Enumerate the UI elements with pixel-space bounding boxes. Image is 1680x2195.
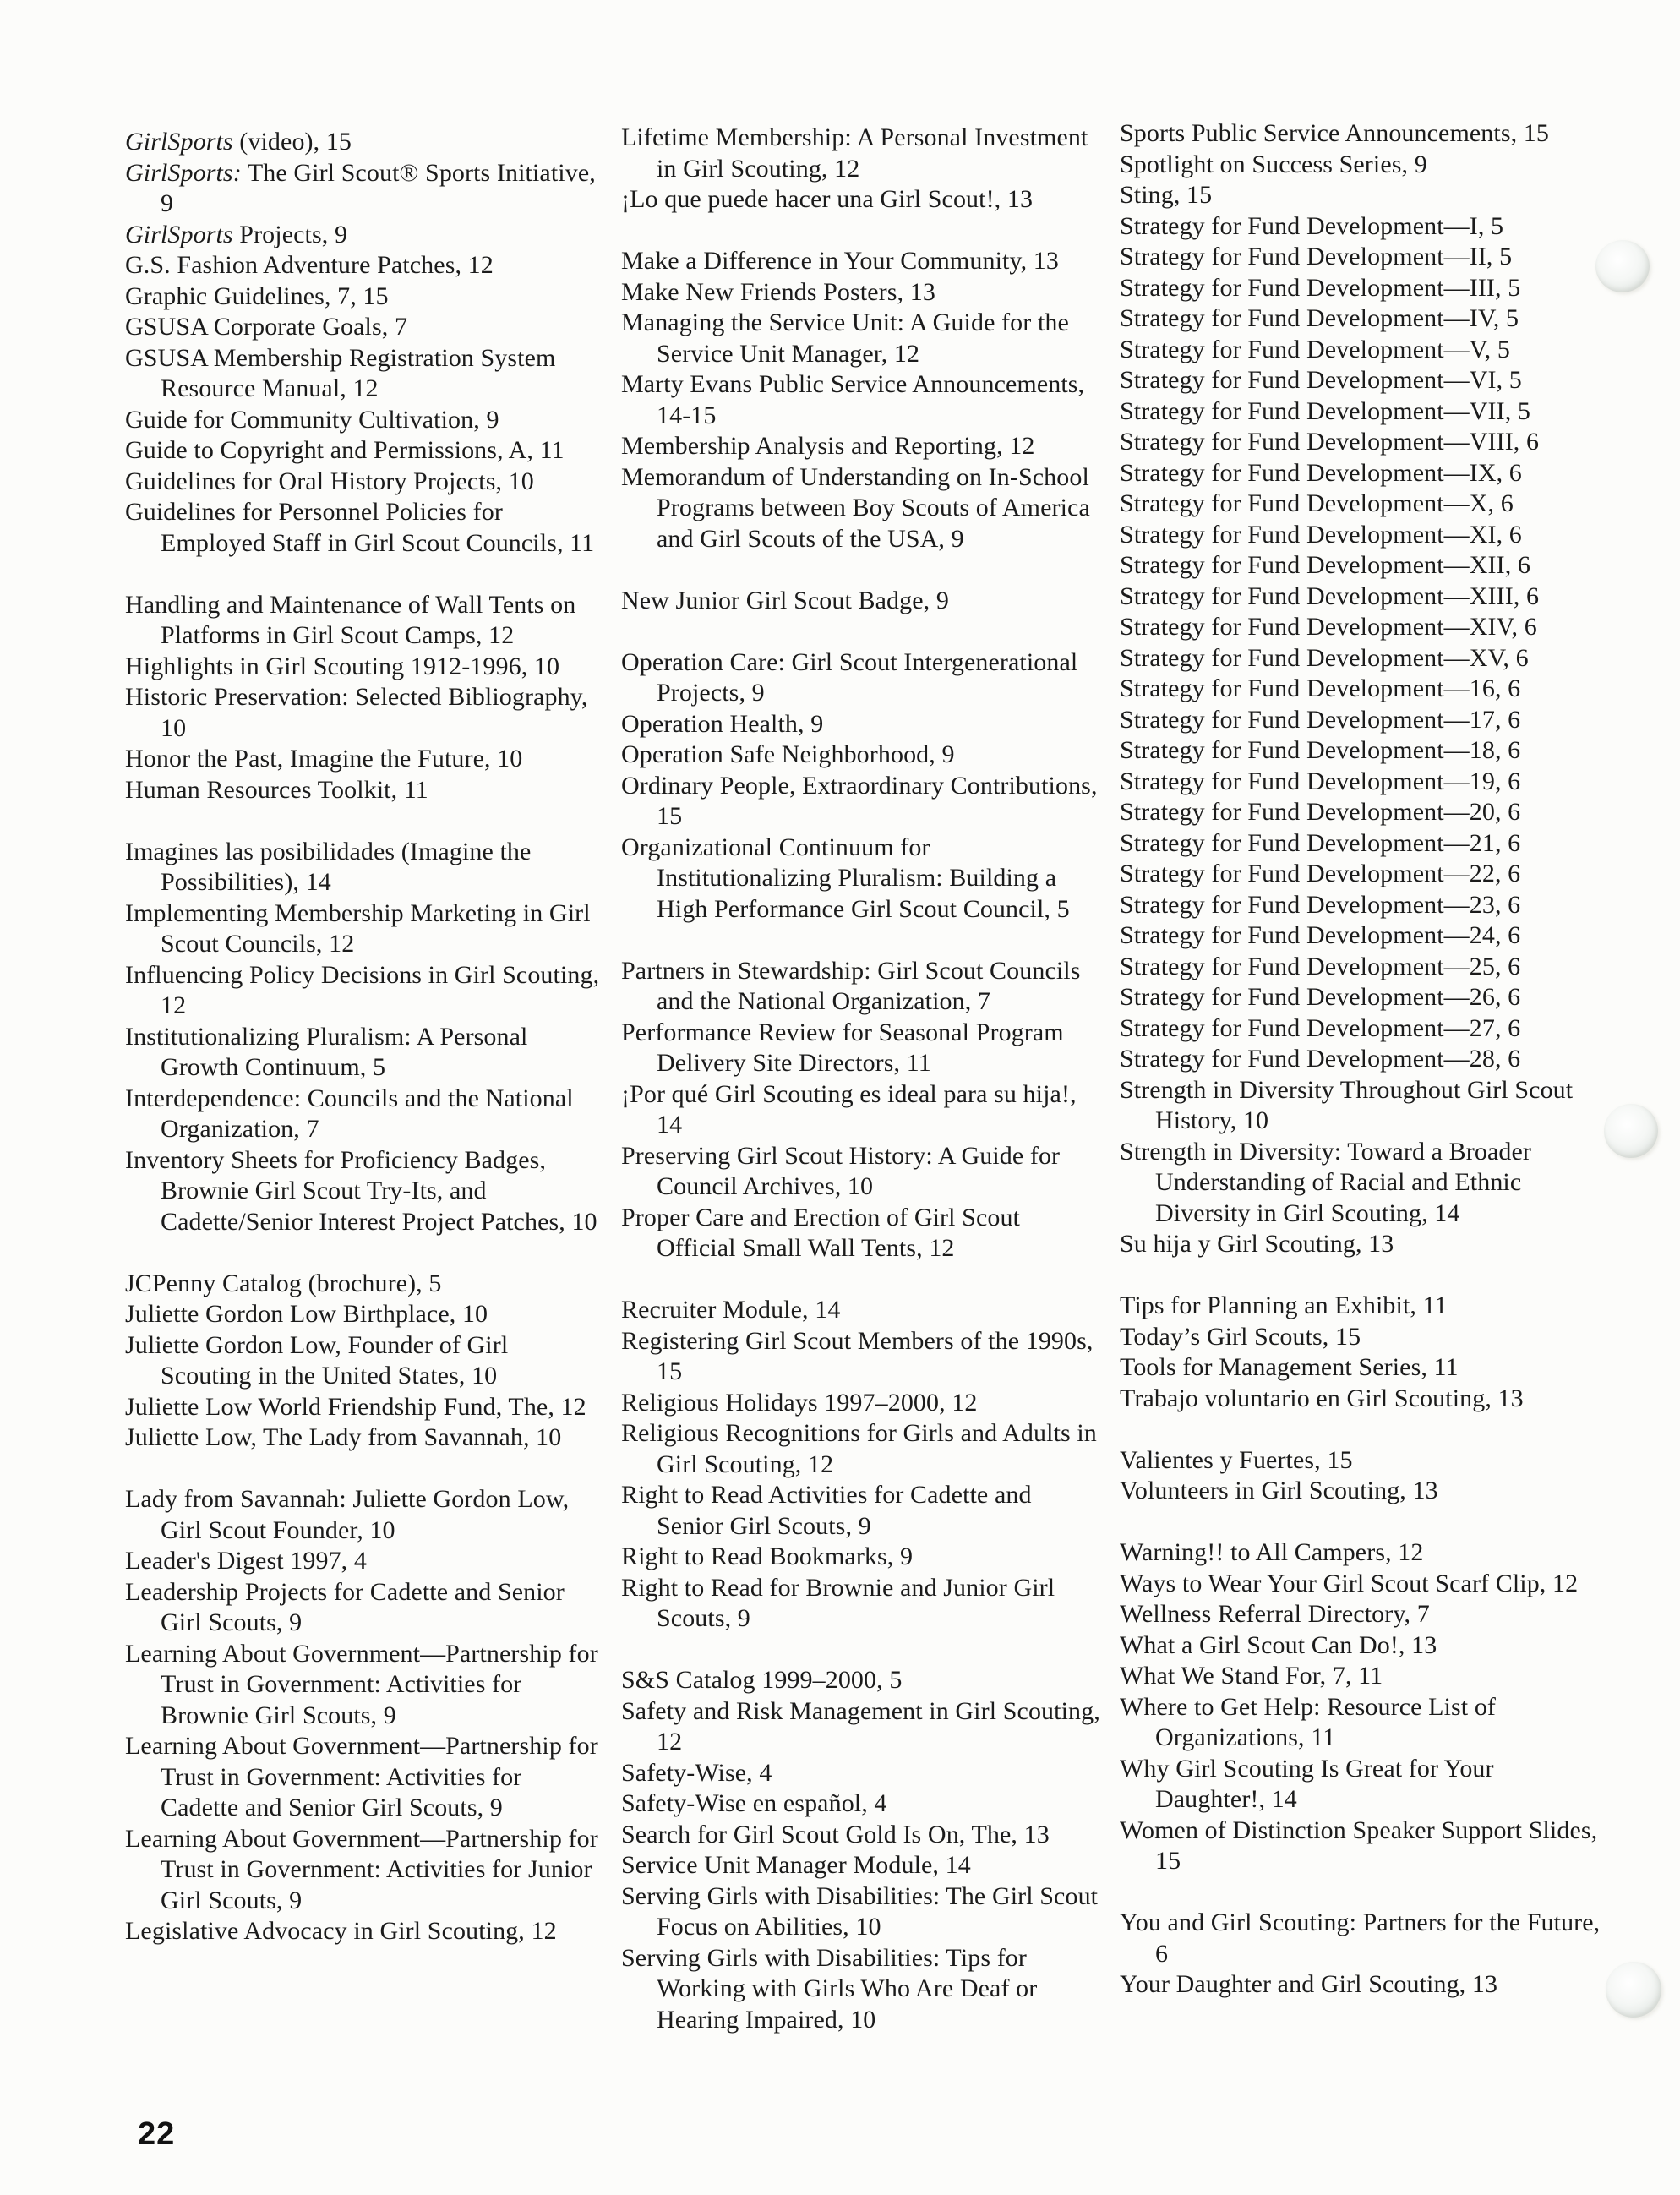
index-entry: Right to Read for Brownie and Junior Girl Scouts, 9 bbox=[621, 1573, 1055, 1632]
index-entry: Marty Evans Public Service Announcements, 14-15 bbox=[621, 370, 1085, 429]
index-entry: Strength in Diversity: Toward a Broader Understanding of Racial and Ethnic Diversity in Girl Scouting, 14 bbox=[1120, 1137, 1531, 1227]
index-entry: G.S. Fashion Adventure Patches, 12 bbox=[125, 251, 494, 279]
index-entry: Strategy for Fund Development—24, 6 bbox=[1120, 921, 1521, 949]
index-group bbox=[621, 246, 1105, 554]
index-entry: Spotlight on Success Series, 9 bbox=[1120, 150, 1427, 178]
index-entry: GSUSA Corporate Goals, 7 bbox=[125, 313, 408, 341]
index-entry: GirlSports (video), 15 bbox=[125, 128, 352, 156]
index-entry: Safety and Risk Management in Girl Scouting, 12 bbox=[621, 1696, 1100, 1755]
index-entry: Guide to Copyright and Permissions, A, 11 bbox=[125, 436, 565, 464]
index-entry: Organizational Continuum for Institutionalizing Pluralism: Building a High Performance Girl Scout Council, 5 bbox=[621, 833, 1070, 923]
index-entry: Strategy for Fund Development—X, 6 bbox=[1120, 489, 1514, 517]
index-entry: Safety-Wise, 4 bbox=[621, 1758, 772, 1787]
index-entry: Performance Review for Seasonal Program Delivery Site Directors, 11 bbox=[621, 1018, 1064, 1077]
index-entry: Operation Care: Girl Scout Intergenerational Projects, 9 bbox=[621, 647, 1078, 707]
index-entry: Strategy for Fund Development—27, 6 bbox=[1120, 1013, 1521, 1042]
index-entry: New Junior Girl Scout Badge, 9 bbox=[621, 586, 949, 614]
index-entry: What We Stand For, 7, 11 bbox=[1120, 1662, 1383, 1690]
index-entry: Service Unit Manager Module, 14 bbox=[621, 1851, 971, 1879]
index-entry: Leadership Projects for Cadette and Senior Girl Scouts, 9 bbox=[125, 1577, 565, 1636]
index-entry: Right to Read Activities for Cadette and Senior Girl Scouts, 9 bbox=[621, 1481, 1032, 1540]
index-entry: Trabajo voluntario en Girl Scouting, 13 bbox=[1120, 1384, 1524, 1412]
index-entry: Valientes y Fuertes, 15 bbox=[1120, 1445, 1353, 1474]
punch-hole bbox=[1595, 240, 1650, 292]
index-entry: Strategy for Fund Development—V, 5 bbox=[1120, 335, 1510, 363]
index-entry: Strategy for Fund Development—II, 5 bbox=[1120, 243, 1513, 270]
index-entry: Guidelines for Personnel Policies for Employed Staff in Girl Scout Councils, 11 bbox=[125, 498, 595, 557]
index-entry: Strategy for Fund Development—17, 6 bbox=[1120, 705, 1521, 734]
index-entry: Handling and Maintenance of Wall Tents on Platforms in Girl Scout Camps, 12 bbox=[125, 590, 576, 649]
index-entry: Learning About Government—Partnership for Trust in Government: Activities for Junior Girl Scouts, 9 bbox=[125, 1824, 598, 1914]
index-entry: Learning About Government—Partnership for Trust in Government: Activities for Brownie Girl Scouts, 9 bbox=[125, 1639, 598, 1729]
index-entry: Volunteers in Girl Scouting, 13 bbox=[1120, 1477, 1438, 1504]
index-column-2 bbox=[621, 123, 1105, 2067]
index-entry: Why Girl Scouting Is Great for Your Daughter!, 14 bbox=[1120, 1754, 1494, 1813]
index-entry: Make New Friends Posters, 13 bbox=[621, 277, 935, 306]
index-entry: Juliette Gordon Low, Founder of Girl Scouting in the United States, 10 bbox=[125, 1330, 509, 1390]
index-entry: Guidelines for Oral History Projects, 10 bbox=[125, 467, 534, 495]
index-entry: Strategy for Fund Development—26, 6 bbox=[1120, 983, 1521, 1011]
index-entry: Interdependence: Councils and the National Organization, 7 bbox=[125, 1084, 574, 1143]
index-entry: Today’s Girl Scouts, 15 bbox=[1120, 1322, 1361, 1351]
index-entry: Proper Care and Erection of Girl Scout Official Small Wall Tents, 12 bbox=[621, 1203, 1020, 1262]
index-entry: Strategy for Fund Development—VIII, 6 bbox=[1120, 428, 1540, 456]
page-number: 22 bbox=[138, 2116, 176, 2152]
index-group bbox=[1120, 1291, 1610, 1414]
index-entry: Strategy for Fund Development—19, 6 bbox=[1120, 767, 1521, 795]
index-entry: Su hija y Girl Scouting, 13 bbox=[1120, 1230, 1394, 1258]
index-group bbox=[621, 586, 1105, 617]
index-entry: Human Resources Toolkit, 11 bbox=[125, 775, 428, 804]
index-entry: Juliette Low, The Lady from Savannah, 10 bbox=[125, 1423, 562, 1451]
index-entry: Institutionalizing Pluralism: A Personal Growth Continuum, 5 bbox=[125, 1022, 528, 1081]
index-entry: Wellness Referral Directory, 7 bbox=[1120, 1600, 1430, 1628]
index-entry: Sports Public Service Announcements, 15 bbox=[1120, 119, 1550, 147]
index-entry: Managing the Service Unit: A Guide for the Service Unit Manager, 12 bbox=[621, 309, 1069, 368]
index-entry: Registering Girl Scout Members of the 1990s, 15 bbox=[621, 1326, 1094, 1385]
index-entry: Learning About Government—Partnership for Trust in Government: Activities for Cadette and Senior Girl Scouts, 9 bbox=[125, 1732, 598, 1821]
index-entry: Search for Girl Scout Gold Is On, The, 13 bbox=[621, 1820, 1050, 1848]
index-entry: Juliette Gordon Low Birthplace, 10 bbox=[125, 1300, 488, 1328]
index-entry: Recruiter Module, 14 bbox=[621, 1296, 841, 1324]
index-column-1 bbox=[125, 127, 605, 1978]
index-entry: Strategy for Fund Development—28, 6 bbox=[1120, 1045, 1521, 1073]
index-entry: Honor the Past, Imagine the Future, 10 bbox=[125, 745, 523, 773]
index-entry: Ordinary People, Extraordinary Contributions, 15 bbox=[621, 771, 1098, 830]
index-group bbox=[125, 837, 605, 1238]
index-entry: Strategy for Fund Development—18, 6 bbox=[1120, 736, 1521, 764]
index-entry: Operation Safe Neighborhood, 9 bbox=[621, 740, 955, 768]
index-entry: Strategy for Fund Development—23, 6 bbox=[1120, 890, 1521, 919]
index-entry: Serving Girls with Disabilities: Tips for Working with Girls Who Are Deaf or Hearing Impaired, 10 bbox=[621, 1943, 1038, 2034]
index-entry: Serving Girls with Disabilities: The Girl Scout Focus on Abilities, 10 bbox=[621, 1881, 1099, 1941]
index-entry: Legislative Advocacy in Girl Scouting, 12 bbox=[125, 1917, 557, 1945]
index-entry: Strategy for Fund Development—VI, 5 bbox=[1120, 366, 1522, 394]
index-entry: Ways to Wear Your Girl Scout Scarf Clip, 12 bbox=[1120, 1569, 1579, 1597]
index-entry: Preserving Girl Scout History: A Guide for Council Archives, 10 bbox=[621, 1141, 1061, 1200]
index-entry: Strategy for Fund Development—22, 6 bbox=[1120, 860, 1521, 887]
index-group bbox=[621, 1295, 1105, 1635]
index-entry: Influencing Policy Decisions in Girl Scouting, 12 bbox=[125, 960, 600, 1019]
index-entry: GirlSports: The Girl Scout® Sports Initiative, 9 bbox=[125, 158, 596, 217]
index-entry: Tools for Management Series, 11 bbox=[1120, 1353, 1459, 1381]
index-entry: GSUSA Membership Registration System Resource Manual, 12 bbox=[125, 343, 556, 402]
index-entry: Strategy for Fund Development—20, 6 bbox=[1120, 798, 1521, 826]
index-entry: Guide for Community Cultivation, 9 bbox=[125, 405, 499, 434]
index-entry: Partners in Stewardship: Girl Scout Councils and the National Organization, 7 bbox=[621, 956, 1081, 1015]
index-entry: Women of Distinction Speaker Support Slides, 15 bbox=[1120, 1816, 1598, 1875]
index-entry: S&S Catalog 1999–2000, 5 bbox=[621, 1666, 903, 1694]
index-entry: ¡Lo que puede hacer una Girl Scout!, 13 bbox=[621, 185, 1034, 213]
index-group bbox=[621, 956, 1105, 1264]
index-group bbox=[1120, 1537, 1610, 1877]
index-entry: Historic Preservation: Selected Bibliography, 10 bbox=[125, 683, 588, 742]
index-group bbox=[621, 647, 1105, 926]
index-entry: Imagines las posibilidades (Imagine the Possibilities), 14 bbox=[125, 837, 532, 896]
index-entry: Strategy for Fund Development—21, 6 bbox=[1120, 828, 1521, 857]
index-group bbox=[1120, 1908, 1610, 2001]
index-entry: Strategy for Fund Development—XII, 6 bbox=[1120, 551, 1531, 579]
index-entry: Strategy for Fund Development—III, 5 bbox=[1120, 273, 1521, 302]
index-entry: Membership Analysis and Reporting, 12 bbox=[621, 432, 1035, 460]
index-entry: ¡Por qué Girl Scouting es ideal para su hija!, 14 bbox=[621, 1079, 1077, 1138]
index-entry: Right to Read Bookmarks, 9 bbox=[621, 1543, 914, 1570]
index-entry: Juliette Low World Friendship Fund, The, 12 bbox=[125, 1392, 586, 1421]
index-entry: Lady from Savannah: Juliette Gordon Low, Girl Scout Founder, 10 bbox=[125, 1485, 570, 1544]
index-entry: Graphic Guidelines, 7, 15 bbox=[125, 281, 389, 310]
index-entry: Implementing Membership Marketing in Girl Scout Councils, 12 bbox=[125, 898, 591, 958]
index-entry: Warning!! to All Campers, 12 bbox=[1120, 1538, 1424, 1566]
index-entry: Strategy for Fund Development—I, 5 bbox=[1120, 211, 1504, 240]
index-entry: Operation Health, 9 bbox=[621, 709, 824, 738]
index-entry: Where to Get Help: Resource List of Organizations, 11 bbox=[1120, 1692, 1497, 1751]
index-entry: Strategy for Fund Development—16, 6 bbox=[1120, 674, 1521, 702]
index-group bbox=[621, 1665, 1105, 2035]
index-entry: Inventory Sheets for Proficiency Badges, Brownie Girl Scout Try-Its, and Cadette/Senior Interest Project Patches, 10 bbox=[125, 1145, 597, 1236]
index-entry: Strategy for Fund Development—IV, 5 bbox=[1120, 304, 1519, 332]
index-entry: Strategy for Fund Development—XIV, 6 bbox=[1120, 613, 1537, 641]
index-entry: What a Girl Scout Can Do!, 13 bbox=[1120, 1630, 1437, 1659]
index-entry: Strategy for Fund Development—VII, 5 bbox=[1120, 396, 1531, 425]
index-group bbox=[1120, 1445, 1610, 1507]
index-group bbox=[125, 1484, 605, 1947]
index-entry: Strategy for Fund Development—XV, 6 bbox=[1120, 643, 1529, 672]
index-entry: Strategy for Fund Development—XIII, 6 bbox=[1120, 582, 1540, 610]
index-entry: Sting, 15 bbox=[1120, 181, 1213, 209]
index-entry: Safety-Wise en español, 4 bbox=[621, 1789, 887, 1817]
index-entry: Make a Difference in Your Community, 13 bbox=[621, 247, 1059, 275]
punch-hole bbox=[1606, 1962, 1661, 2018]
index-entry: JCPenny Catalog (brochure), 5 bbox=[125, 1269, 442, 1297]
index-group bbox=[125, 127, 605, 559]
index-entry: Tips for Planning an Exhibit, 11 bbox=[1120, 1291, 1448, 1319]
index-column-3 bbox=[1120, 118, 1610, 2031]
index-entry: Strategy for Fund Development—IX, 6 bbox=[1120, 458, 1522, 487]
index-group bbox=[621, 123, 1105, 216]
index-entry: You and Girl Scouting: Partners for the Future, 6 bbox=[1120, 1908, 1601, 1968]
index-entry: Memorandum of Understanding on In-School Programs between Boy Scouts of America and Girl Scouts of the USA, 9 bbox=[621, 462, 1090, 553]
index-entry: Your Daughter and Girl Scouting, 13 bbox=[1120, 1970, 1498, 1998]
index-entry: Strength in Diversity Throughout Girl Scout History, 10 bbox=[1120, 1075, 1574, 1134]
index-entry: Lifetime Membership: A Personal Investment in Girl Scouting, 12 bbox=[621, 123, 1088, 183]
index-entry: Religious Recognitions for Girls and Adults in Girl Scouting, 12 bbox=[621, 1419, 1097, 1478]
index-entry: Leader's Digest 1997, 4 bbox=[125, 1547, 367, 1575]
punch-hole bbox=[1604, 1104, 1658, 1158]
index-entry: Religious Holidays 1997–2000, 12 bbox=[621, 1388, 978, 1417]
index-entry: GirlSports Projects, 9 bbox=[125, 220, 348, 248]
index-group bbox=[125, 590, 605, 806]
index-group bbox=[125, 1269, 605, 1454]
index-entry: Strategy for Fund Development—25, 6 bbox=[1120, 952, 1521, 980]
index-group bbox=[1120, 118, 1610, 1260]
index-entry: Highlights in Girl Scouting 1912-1996, 10 bbox=[125, 652, 560, 680]
index-entry: Strategy for Fund Development—XI, 6 bbox=[1120, 520, 1522, 549]
